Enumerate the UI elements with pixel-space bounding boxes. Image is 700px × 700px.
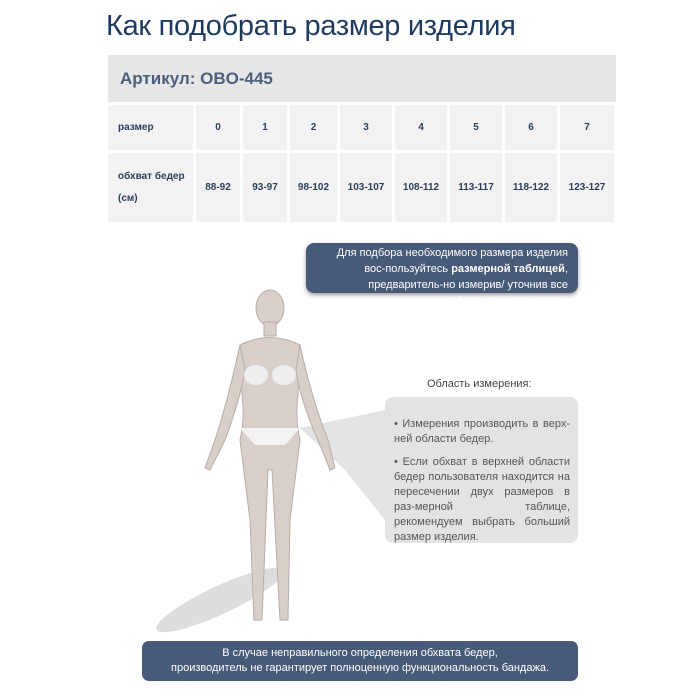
hip-cell: 88-92 (196, 153, 240, 222)
note-bold: размерной таблицей (451, 263, 565, 275)
hip-label-text: обхват бедер (118, 170, 185, 182)
hip-cell: 93-97 (243, 153, 287, 222)
warning-banner (142, 641, 578, 681)
hip-cell: 113-117 (450, 153, 502, 222)
size-cell: 5 (450, 105, 502, 150)
warning-line: В случае неправильного определения обхвата бедер, (222, 647, 498, 659)
hip-cell: 98-102 (290, 153, 337, 222)
bra-right (272, 365, 296, 385)
size-label: размер (108, 105, 193, 150)
size-cell: 7 (560, 105, 614, 150)
size-cell: 3 (340, 105, 392, 150)
bra-left (244, 365, 268, 385)
measurement-area-label: Область измерения: (427, 378, 532, 390)
instruction-bullet: • Если обхват в верхней области бедер пользователя находится на пересечении двух размеров в раз-мерной таблице, рекомендуем выбрать больший размер изделия. (394, 456, 570, 543)
hip-cell: 123-127 (560, 153, 614, 222)
hip-cell: 108-112 (395, 153, 447, 222)
warning-line: производитель не гарантирует полноценную функциональность бандажа. (171, 662, 549, 674)
measurement-instructions (385, 397, 578, 543)
figure-shadow (151, 558, 290, 643)
note-text: Для подбора необходимого размера изделия вос-пользуйтесь (336, 247, 568, 275)
size-cell: 6 (505, 105, 557, 150)
instruction-bullet: • Измерения производить в верх-ней области бедер. (394, 418, 570, 445)
hip-label-unit: (см) (118, 192, 138, 204)
article-header: Артикул: OBO-445 (108, 55, 616, 102)
hip-cell: 118-122 (505, 153, 557, 222)
size-cell: 0 (196, 105, 240, 150)
note-text: , предваритель-но измерив/ уточнив все необходимые параметры (368, 263, 568, 307)
size-cell: 1 (243, 105, 287, 150)
page-title: Как подобрать размер изделия (106, 10, 516, 42)
size-cell: 2 (290, 105, 337, 150)
hip-cell: 103-107 (340, 153, 392, 222)
size-cell: 4 (395, 105, 447, 150)
